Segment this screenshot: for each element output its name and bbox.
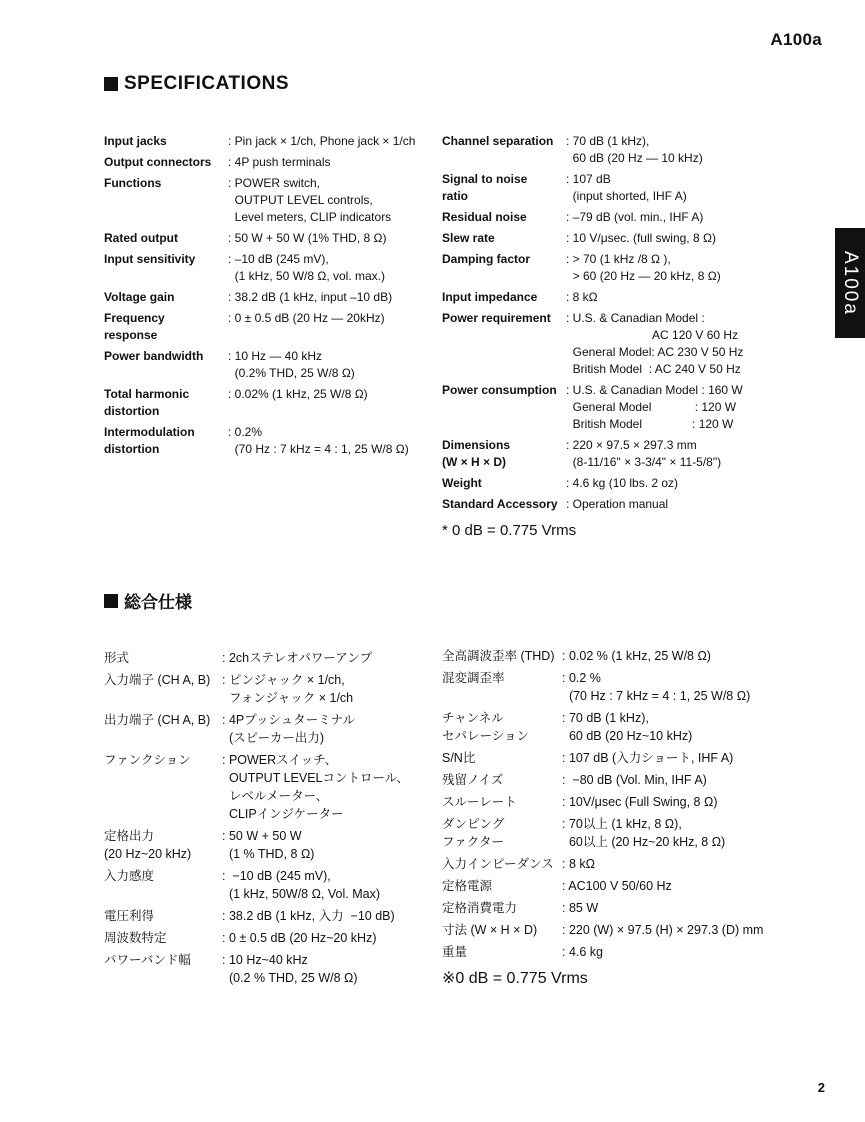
spec-row [104,867,409,903]
spec-row [442,921,763,939]
spec-value: : 0.02% (1 kHz, 25 W/8 Ω) [228,387,368,401]
spec-row [104,348,415,382]
spec-label: Power bandwidth [104,349,204,363]
spec-value: : 70 dB (1 kHz), 60 dB (20 Hz~10 kHz) [562,711,693,743]
spec-value: : 0.2 % (70 Hz : 7 kHz = 4 : 1, 25 W/8 Ω) [562,671,751,703]
spec-value: : −80 dB (Vol. Min, IHF A) [562,773,707,787]
spec-value: : 10 V/μsec. (full swing, 8 Ω) [566,231,716,245]
spec-value: : 0.2% (70 Hz : 7 kHz = 4 : 1, 25 W/8 Ω) [228,425,409,456]
model-name: A100a [770,30,822,49]
spec-row [104,310,415,344]
page-number: 2 [817,1080,825,1095]
spec-value: : 70 dB (1 kHz), 60 dB (20 Hz — 10 kHz) [566,134,703,165]
specifications-heading [104,73,289,95]
spec-value: : ピンジャック × 1/ch, フォンジャック × 1/ch [222,673,354,705]
spec-label: Weight [442,476,482,490]
spec-label: Damping factor [442,252,531,266]
spec-label: 周波数特定 [104,931,167,945]
spec-label: 重量 [442,945,468,959]
spec-value: : 4P push terminals [228,155,331,169]
spec-row [104,386,415,420]
spec-row [104,951,409,987]
spec-label: パワーバンド幅 [104,953,191,967]
spec-value: : 4.6 kg [562,945,603,959]
spec-row [104,154,415,171]
heading-square-icon [104,594,118,608]
spec-value: : –10 dB (245 mV), (1 kHz, 50 W/8 Ω, vol. max.) [228,252,386,283]
ja-specifications-heading [104,588,192,613]
spec-label: 定格消費電力 [442,901,518,915]
spec-label: Total harmonic distortion [104,387,190,418]
en-footnote: * 0 dB = 0.775 Vrms [442,522,577,539]
spec-value: : Pin jack × 1/ch, Phone jack × 1/ch [228,134,416,148]
spec-label: チャンネル セパレーション [442,711,530,743]
spec-value: : 50 W + 50 W (1 % THD, 8 Ω) [222,829,315,861]
spec-row [442,749,763,767]
spec-label: 入力端子 (CH A, B) [104,673,211,687]
spec-value: : 10V/μsec (Full Swing, 8 Ω) [562,795,718,809]
side-tab-label: A100a [840,250,861,316]
spec-value: : 220 × 97.5 × 297.3 mm (8-11/16" × 3-3/4" × 11-5/8") [566,438,722,469]
spec-value: : 2chステレオパワーアンプ [222,651,373,665]
spec-label: 入力感度 [104,869,155,883]
spec-label: Intermodulation distortion [104,425,195,456]
spec-label: 出力端子 (CH A, B) [104,713,211,727]
spec-value: : 220 (W) × 97.5 (H) × 297.3 (D) mm [562,923,764,937]
spec-value: : 8 kΩ [566,290,598,304]
spec-value: : 107 dB (入力ショート, IHF A) [562,751,734,765]
spec-row [442,793,763,811]
ja-spec-left-column [104,649,409,991]
spec-label: Voltage gain [104,290,175,304]
ja-spec-right-column [442,647,763,965]
spec-row [104,671,409,707]
spec-row [442,475,743,492]
spec-label: Slew rate [442,231,495,245]
spec-label: Residual noise [442,210,527,224]
spec-value: : 8 kΩ [562,857,595,871]
heading-text: 総合仕様 [124,593,192,612]
spec-label: Frequency response [104,311,165,342]
spec-row [104,424,415,458]
spec-row [442,230,743,247]
spec-row [442,647,763,665]
spec-value: : 38.2 dB (1 kHz, input –10 dB) [228,290,393,304]
spec-label: 形式 [104,651,130,665]
spec-label: 残留ノイズ [442,773,504,787]
spec-label: 定格出力 (20 Hz~20 kHz) [104,829,192,861]
spec-row [442,877,763,895]
spec-label: Rated output [104,231,178,245]
spec-row [442,437,743,471]
spec-value: : −10 dB (245 mV), (1 kHz, 50W/8 Ω, Vol. Max) [222,869,380,901]
spec-label: 全高調波歪率 (THD) [442,649,555,663]
spec-value: : U.S. & Canadian Model : AC 120 V 60 Hz General Model: AC 230 V 50 Hz British Model : AC 240 V 50 Hz [566,311,744,376]
spec-label: 混変調歪率 [442,671,505,685]
spec-row [442,133,743,167]
en-spec-right-column [442,133,743,517]
spec-value: : 4.6 kg (10 lbs. 2 oz) [566,476,679,490]
spec-label: Input impedance [442,290,538,304]
spec-label: ダンピング ファクター [442,817,505,849]
spec-label: S/N比 [442,751,476,765]
spec-label: 電圧利得 [104,909,155,923]
en-spec-left-column [104,133,415,462]
spec-row [104,251,415,285]
spec-value: : 10 Hz~40 kHz (0.2 % THD, 25 W/8 Ω) [222,953,358,985]
spec-row [442,382,743,433]
side-index-tab [835,228,865,338]
spec-value: : POWER switch, OUTPUT LEVEL controls, Level meters, CLIP indicators [228,176,392,224]
spec-label: Dimensions (W × H × D) [442,438,511,469]
spec-label: Power requirement [442,311,551,325]
spec-value: : 70以上 (1 kHz, 8 Ω), 60以上 (20 Hz~20 kHz, 8 Ω) [562,817,726,849]
spec-row [104,649,409,667]
spec-value: : 0 ± 0.5 dB (20 Hz — 20kHz) [228,311,385,325]
spec-label: ファンクション [104,753,191,767]
spec-value: : Operation manual [566,497,669,511]
spec-value: : 107 dB (input shorted, IHF A) [566,172,687,203]
spec-label: Signal to noise ratio [442,172,528,203]
spec-value: : 50 W + 50 W (1% THD, 8 Ω) [228,231,387,245]
ja-footnote: ※0 dB = 0.775 Vrms [442,970,588,987]
spec-row [442,669,763,705]
spec-label: 定格電源 [442,879,493,893]
spec-row [442,496,743,513]
spec-row [442,171,743,205]
spec-row [104,289,415,306]
spec-row [104,711,409,747]
spec-value: : 10 Hz — 40 kHz (0.2% THD, 25 W/8 Ω) [228,349,355,380]
spec-row [104,230,415,247]
spec-value: : 38.2 dB (1 kHz, 入力 −10 dB) [222,909,395,923]
spec-value: : 0 ± 0.5 dB (20 Hz~20 kHz) [222,931,377,945]
spec-label: Input jacks [104,134,167,148]
spec-label: Channel separation [442,134,554,148]
spec-label: Output connectors [104,155,212,169]
spec-label: 入力インピーダンス [442,857,554,871]
spec-value: : 0.02 % (1 kHz, 25 W/8 Ω) [562,649,711,663]
spec-row [104,751,409,823]
spec-row [104,175,415,226]
spec-row [442,815,763,851]
spec-row [442,289,743,306]
spec-row [104,907,409,925]
spec-row [442,855,763,873]
spec-row [442,209,743,226]
heading-square-icon [104,77,118,91]
spec-row [442,709,763,745]
spec-label: スルーレート [442,795,517,809]
spec-value: : 85 W [562,901,599,915]
spec-row [442,899,763,917]
spec-row [442,771,763,789]
spec-value: : POWERスイッチ、 OUTPUT LEVELコントロール、 レベルメーター、 CLIPインジケーター [222,753,409,821]
spec-row [442,251,743,285]
spec-value: : U.S. & Canadian Model : 160 W General Model : 120 W British Model : 120 W [566,383,743,431]
spec-label: Functions [104,176,162,190]
heading-text: SPECIFICATIONS [124,73,289,94]
spec-label: 寸法 (W × H × D) [442,923,538,937]
spec-label: Input sensitivity [104,252,196,266]
spec-value: : –79 dB (vol. min., IHF A) [566,210,704,224]
spec-row [442,310,743,378]
spec-value: : 4Pプッシュターミナル (スピーカー出力) [222,713,355,745]
spec-label: Power consumption [442,383,557,397]
spec-row [104,929,409,947]
spec-value: : > 70 (1 kHz /8 Ω ), > 60 (20 Hz — 20 kHz, 8 Ω) [566,252,721,283]
spec-row [442,943,763,961]
spec-row [104,827,409,863]
spec-row [104,133,415,150]
spec-label: Standard Accessory [442,497,558,511]
spec-value: : AC100 V 50/60 Hz [562,879,672,893]
